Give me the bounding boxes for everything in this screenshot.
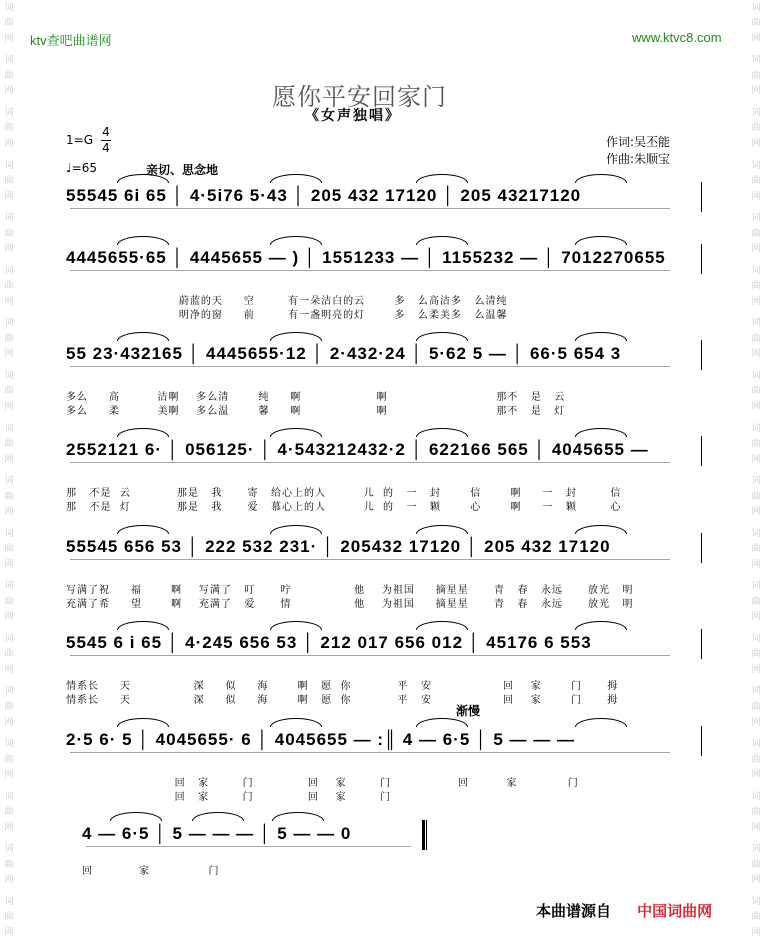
- slur: [270, 236, 322, 245]
- slur: [270, 525, 322, 534]
- watermark-glyph: 词: [751, 581, 761, 592]
- slur: [117, 621, 169, 630]
- watermark-glyph: 网: [4, 33, 14, 44]
- slur: [575, 236, 627, 245]
- watermark-glyph: 曲: [751, 649, 761, 660]
- watermark-glyph: 曲: [751, 386, 761, 397]
- lyric-line: 回 家 门 回 家 门 回 家 门: [66, 778, 579, 789]
- beam-line: [70, 655, 670, 656]
- lyric-line: 蔚蓝的天 空 有一朵洁白的云 多 么高洁多 么清纯: [66, 296, 508, 307]
- watermark-glyph: 曲: [751, 176, 761, 187]
- watermark-glyph: 词: [4, 791, 14, 802]
- watermark-glyph: 网: [751, 717, 761, 728]
- source-label: 本曲谱源自: [536, 902, 612, 920]
- time-signature-bottom: 4: [102, 141, 110, 155]
- watermark-glyph: 词: [751, 318, 761, 329]
- slur: [416, 428, 468, 437]
- watermark-glyph: 曲: [751, 281, 761, 292]
- watermark-glyph: 词: [4, 2, 14, 13]
- slur: [117, 525, 169, 534]
- watermark-glyph: 词: [4, 528, 14, 539]
- watermark-glyph: 网: [4, 927, 14, 938]
- slur: [270, 621, 322, 630]
- barline: [701, 533, 702, 563]
- watermark-glyph: 网: [4, 822, 14, 833]
- watermark-glyph: 网: [751, 454, 761, 465]
- watermark-glyph: 网: [4, 875, 14, 886]
- watermark-glyph: 词: [751, 686, 761, 697]
- watermark-glyph: 词: [751, 213, 761, 224]
- watermark-glyph: 曲: [751, 18, 761, 29]
- watermark-glyph: 词: [4, 213, 14, 224]
- watermark-glyph: 网: [751, 86, 761, 97]
- watermark-glyph: 曲: [4, 333, 14, 344]
- barline: [701, 340, 702, 370]
- beam-line: [86, 846, 411, 847]
- barline: [701, 244, 702, 274]
- watermark-glyph: 曲: [751, 228, 761, 239]
- watermark-glyph: 词: [751, 844, 761, 855]
- lyric-line: 多么 柔 美啊 多么温 馨 啊 啊 那不 是 灯: [66, 406, 566, 417]
- watermark-glyph: 词: [751, 160, 761, 171]
- lyric-line: 充满了希 望 啊 充满了 爱 情 他 为祖国 摘星星 青 春 永远 放光 明: [66, 599, 634, 610]
- time-signature: [101, 125, 111, 156]
- watermark-glyph: 网: [751, 664, 761, 675]
- watermark-glyph: 词: [751, 107, 761, 118]
- watermark-glyph: 网: [751, 139, 761, 150]
- watermark-glyph: 曲: [751, 123, 761, 134]
- watermark-glyph: 曲: [751, 544, 761, 555]
- watermark-glyph: 曲: [4, 70, 14, 81]
- watermark-glyph: 词: [751, 55, 761, 66]
- watermark-glyph: 网: [4, 244, 14, 255]
- watermark-glyph: 网: [751, 296, 761, 307]
- beam-line: [70, 752, 670, 753]
- watermark-glyph: 曲: [751, 702, 761, 713]
- watermark-glyph: 词: [4, 107, 14, 118]
- watermark-glyph: 网: [751, 401, 761, 412]
- watermark-glyph: 曲: [4, 386, 14, 397]
- slur: [270, 174, 322, 183]
- watermark-glyph: 网: [751, 770, 761, 781]
- watermark-glyph: 词: [4, 318, 14, 329]
- site-url-right[interactable]: www.ktvc8.com: [632, 30, 722, 45]
- watermark-glyph: 曲: [4, 912, 14, 923]
- watermark-glyph: 词: [751, 2, 761, 13]
- watermark-glyph: 曲: [4, 439, 14, 450]
- watermark-glyph: 网: [4, 559, 14, 570]
- slur: [575, 525, 627, 534]
- watermark-glyph: 网: [751, 927, 761, 938]
- barline: [701, 436, 702, 466]
- lyric-line: 那 不是 灯 那是 我 爱 慕心上的人 儿 的 一 颗 心 啊 一 颗 心: [66, 502, 622, 513]
- slur: [575, 621, 627, 630]
- lyric-line: 明净的窗 前 有一盏明亮的灯 多 么柔美多 么温馨: [66, 310, 508, 321]
- watermark-glyph: 词: [4, 633, 14, 644]
- watermark-glyph: 曲: [4, 491, 14, 502]
- beam-line: [70, 559, 670, 560]
- beam-line: [70, 366, 670, 367]
- lyric-line: 多么 高 洁啊 多么清 纯 啊 啊 那不 是 云: [66, 392, 566, 403]
- lyric-line: 情系长 天 深 似 海 啊 愿 你 平 安 回 家 门 拇: [66, 681, 619, 692]
- watermark-glyph: 曲: [4, 123, 14, 134]
- notation-line: 5545 6 i 65 │ 4·245 656 53 │ 212 017 656 012 │ 45176 6 553: [66, 633, 592, 652]
- watermark-glyph: 曲: [4, 176, 14, 187]
- source-credit: [536, 900, 712, 921]
- watermark-glyph: 词: [4, 844, 14, 855]
- slur: [270, 428, 322, 437]
- watermark-glyph: 曲: [4, 281, 14, 292]
- site-name-left[interactable]: ktv查吧曲谱网: [30, 33, 112, 48]
- watermark-glyph: 曲: [4, 859, 14, 870]
- slur: [192, 812, 244, 821]
- watermark-glyph: 网: [751, 244, 761, 255]
- slur: [270, 718, 322, 727]
- watermark-glyph: 网: [751, 191, 761, 202]
- watermark-glyph: 曲: [751, 754, 761, 765]
- watermark-glyph: 网: [4, 454, 14, 465]
- slur: [575, 718, 627, 727]
- watermark-glyph: 网: [751, 33, 761, 44]
- watermark-glyph: 网: [4, 612, 14, 623]
- watermark-glyph: 网: [4, 401, 14, 412]
- watermark-glyph: 词: [751, 739, 761, 750]
- watermark-glyph: 曲: [751, 70, 761, 81]
- watermark-glyph: 网: [751, 612, 761, 623]
- watermark-glyph: 网: [4, 717, 14, 728]
- watermark-glyph: 曲: [4, 649, 14, 660]
- composer-credit: 作曲:朱顺宝: [606, 152, 671, 166]
- watermark-glyph: 词: [4, 581, 14, 592]
- mood-marking: 亲切、思念地: [146, 163, 219, 177]
- watermark-glyph: 网: [751, 559, 761, 570]
- watermark-glyph: 曲: [751, 333, 761, 344]
- left-watermark-column: [2, 0, 16, 947]
- song-title: 愿你平安回家门: [272, 83, 447, 111]
- slur: [575, 428, 627, 437]
- watermark-glyph: 词: [751, 633, 761, 644]
- slur: [416, 718, 468, 727]
- ritardando-marking: 渐慢: [456, 704, 481, 718]
- watermark-glyph: 曲: [4, 228, 14, 239]
- slur: [117, 718, 169, 727]
- slur: [110, 812, 162, 821]
- slur: [117, 428, 169, 437]
- watermark-glyph: 词: [4, 686, 14, 697]
- watermark-glyph: 网: [4, 191, 14, 202]
- time-signature-top: 4: [102, 125, 110, 139]
- slur: [117, 332, 169, 341]
- slur: [117, 236, 169, 245]
- notation-line: 4445655·65 │ 4445655 — ) │ 1551233 — │ 1155232 — │ 7012270655: [66, 248, 666, 267]
- watermark-glyph: 词: [4, 160, 14, 171]
- slur: [416, 236, 468, 245]
- watermark-glyph: 网: [4, 664, 14, 675]
- lyricist-credit: 作词:吴丕能: [606, 135, 671, 149]
- slur: [575, 174, 627, 183]
- watermark-glyph: 曲: [751, 859, 761, 870]
- watermark-glyph: 词: [4, 476, 14, 487]
- watermark-glyph: 词: [4, 896, 14, 907]
- notation-line: 2·5 6· 5 │ 4045655· 6 │ 4045655 — :║ 4 — 6·5 │ 5 — — —: [66, 730, 575, 749]
- slur: [272, 812, 324, 821]
- lyric-line: 那 不是 云 那是 我 寄 给心上的人 儿 的 一 封 信 啊 一 封 信: [66, 488, 622, 499]
- lyric-line: 回 家 门: [82, 866, 220, 877]
- lyric-line: 回 家 门 回 家 门: [66, 792, 392, 803]
- lyric-line: 写满了祝 福 啊 写满了 叮 咛 他 为祖国 摘星星 青 春 永远 放光 明: [66, 585, 634, 596]
- watermark-glyph: 网: [751, 875, 761, 886]
- watermark-glyph: 网: [4, 349, 14, 360]
- tempo-marking: ♩=65: [66, 161, 97, 175]
- source-site-link[interactable]: 中国词曲网: [637, 902, 713, 920]
- watermark-glyph: 词: [4, 265, 14, 276]
- slur: [416, 525, 468, 534]
- barline: [701, 629, 702, 659]
- watermark-glyph: 曲: [751, 807, 761, 818]
- beam-line: [70, 462, 670, 463]
- lyric-line: 情系长 天 深 似 海 啊 愿 你 平 安 回 家 门 拇: [66, 695, 619, 706]
- barline: [701, 726, 702, 756]
- slur: [416, 621, 468, 630]
- slur: [575, 332, 627, 341]
- notation-line: 4 — 6·5 │ 5 — — — │ 5 — — 0: [82, 824, 352, 843]
- watermark-glyph: 词: [751, 370, 761, 381]
- barline: [422, 820, 427, 850]
- watermark-glyph: 曲: [4, 544, 14, 555]
- watermark-glyph: 词: [4, 423, 14, 434]
- watermark-glyph: 曲: [4, 754, 14, 765]
- beam-line: [70, 208, 670, 209]
- watermark-glyph: 网: [751, 349, 761, 360]
- watermark-glyph: 曲: [751, 491, 761, 502]
- song-subtitle: 《女声独唱》: [305, 108, 401, 124]
- barline: [701, 182, 702, 212]
- watermark-glyph: 网: [4, 770, 14, 781]
- watermark-glyph: 网: [4, 507, 14, 518]
- watermark-glyph: 曲: [4, 702, 14, 713]
- watermark-glyph: 曲: [4, 596, 14, 607]
- notation-line: 2552121 6· │ 056125· │ 4·543212432·2 │ 622166 565 │ 4045655 —: [66, 440, 649, 459]
- key-signature: 1=G: [66, 133, 93, 147]
- watermark-glyph: 网: [751, 507, 761, 518]
- watermark-glyph: 曲: [4, 807, 14, 818]
- watermark-glyph: 网: [4, 139, 14, 150]
- slur: [270, 332, 322, 341]
- watermark-glyph: 词: [751, 528, 761, 539]
- watermark-glyph: 词: [4, 739, 14, 750]
- watermark-glyph: 词: [4, 55, 14, 66]
- slur: [416, 174, 468, 183]
- watermark-glyph: 词: [751, 423, 761, 434]
- watermark-glyph: 词: [751, 265, 761, 276]
- beam-line: [70, 270, 670, 271]
- watermark-glyph: 词: [751, 791, 761, 802]
- watermark-glyph: 网: [4, 86, 14, 97]
- watermark-glyph: 网: [751, 822, 761, 833]
- right-watermark-column: [749, 0, 763, 947]
- watermark-glyph: 曲: [751, 596, 761, 607]
- watermark-glyph: 曲: [751, 439, 761, 450]
- notation-line: 55545 6i 65 │ 4·5i76 5·43 │ 205 432 17120 │ 205 43217120: [66, 186, 582, 205]
- slur: [416, 332, 468, 341]
- watermark-glyph: 词: [4, 370, 14, 381]
- watermark-glyph: 词: [751, 896, 761, 907]
- watermark-glyph: 词: [751, 476, 761, 487]
- watermark-glyph: 曲: [4, 18, 14, 29]
- notation-line: 55 23·432165 │ 4445655·12 │ 2·432·24 │ 5·62 5 — │ 66·5 654 3: [66, 344, 622, 363]
- notation-line: 55545 656 53 │ 222 532 231· │ 205432 17120 │ 205 432 17120: [66, 537, 611, 556]
- watermark-glyph: 网: [4, 296, 14, 307]
- watermark-glyph: 曲: [751, 912, 761, 923]
